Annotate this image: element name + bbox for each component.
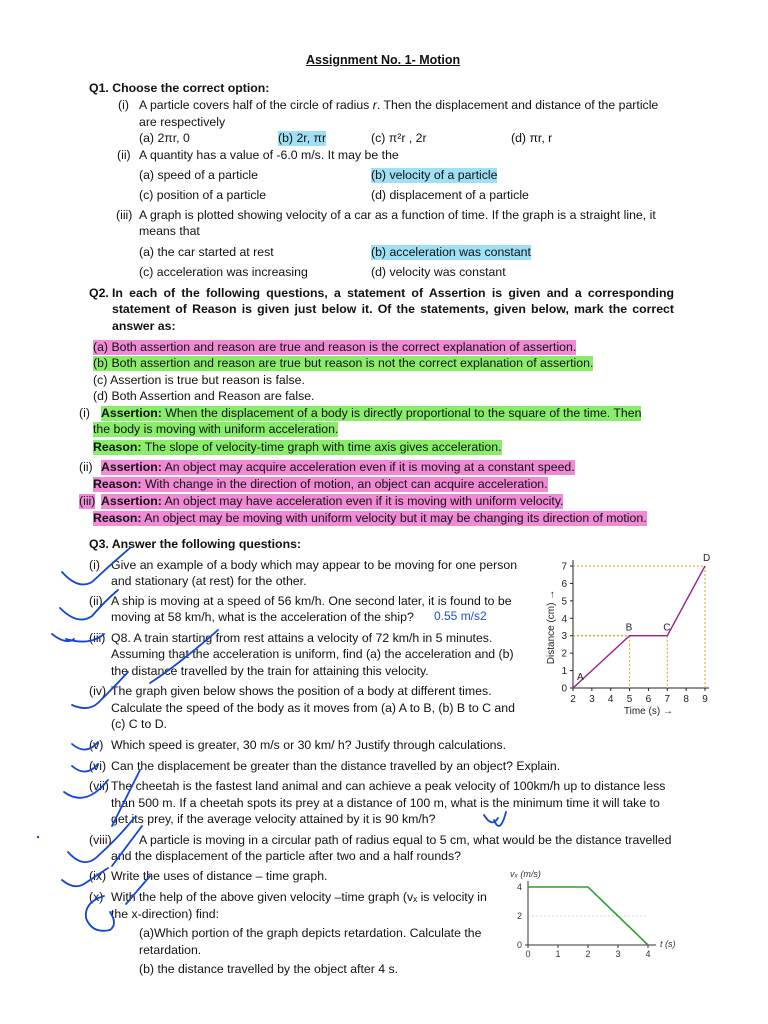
q3-iii-text-2: Assuming that the acceleration is uniform, find (a) the acceleration and (b) (111, 647, 514, 661)
q1-iii-option-d: (d) velocity was constant (371, 265, 506, 279)
x-tick-label: 4 (645, 949, 651, 959)
x-tick-label: 3 (615, 949, 621, 959)
q3-vii-text-2: than 500 m. If a cheetah spots its prey at a distance of 100 m, what is the minimum time it will take to (111, 796, 660, 810)
q1-i-num: (i) (118, 98, 129, 112)
q3-i-text-2: and stationary (at rest) for the other. (111, 574, 307, 588)
q1-iii-option-b: (b) acceleration was constant (371, 245, 531, 259)
y-tick-label: 0 (561, 683, 567, 695)
x-tick-label: 1 (555, 949, 561, 959)
x-tick-label: 7 (664, 694, 671, 705)
q3-iv-text-2: Calculate the speed of the body as it moves from (a) A to B, (b) B to C and (111, 701, 515, 715)
q3-x-text: With the help of the above given velocity –time graph (vₓ is velocity in (111, 890, 487, 904)
q3-i-num: (i) (89, 558, 100, 572)
q3-iii-text: Q8. A train starting from rest attains a velocity of 72 km/h in 5 minutes. (111, 631, 493, 645)
q1-iii-text-2: means that (139, 224, 200, 238)
y-tick-label: 5 (561, 596, 567, 608)
q3-v-num: (v) (89, 738, 104, 752)
q3-iv-text-3: (c) C to D. (111, 717, 168, 731)
y-tick-label: 2 (516, 911, 522, 921)
x-tick-label: 6 (645, 694, 652, 705)
q2-iii-assertion: Assertion: An object may have acceleration even if it is moving with uniform velocity. (101, 494, 564, 508)
q3-iii-num: (iii) (89, 631, 106, 645)
q2-text: In each of the following questions, a statement of Assertion is given and a corresponding (112, 286, 674, 300)
q3-iv-text: The graph given below shows the position of a body at different times. (111, 684, 492, 698)
q2-key-a: (a) Both assertion and reason are true and reason is the correct explanation of assertion. (93, 340, 577, 354)
q3-i-text: Give an example of a body which may appear to be moving for one person (111, 558, 518, 572)
x-tick-label: 9 (702, 694, 708, 705)
q1-ii-option-c: (c) position of a particle (139, 188, 267, 202)
q1-iii-num: (iii) (116, 208, 133, 222)
y-tick-label: 7 (561, 561, 567, 573)
q1-i-option-b: (b) 2r, πr (278, 131, 327, 145)
q1-ii-num: (ii) (117, 148, 131, 162)
y-axis-label: vₓ (m/s) (510, 869, 541, 879)
y-tick-label: 4 (561, 613, 567, 625)
q3-vii-text: The cheetah is the fastest land animal and can achieve a peak velocity of 100km/h up to distance less (111, 779, 666, 793)
q2-key-c: (c) Assertion is true but reason is false. (93, 373, 305, 387)
q1-ii-text: A quantity has a value of -6.0 m/s. It may be the (139, 148, 399, 162)
page-title: Assignment No. 1- Motion (306, 53, 461, 67)
q3-heading: Q3. Answer the following questions: (89, 537, 302, 551)
x-axis-label: Time (s) → (623, 706, 673, 717)
q2-i-assertion-2: the body is moving with uniform acceleration. (93, 422, 339, 436)
q2-i-assertion: Assertion: When the displacement of a body is directly proportional to the square of the time. Then (101, 406, 642, 420)
q1-i-option-c: (c) π²r , 2r (371, 131, 427, 145)
q1-i-text-2: are respectively (139, 115, 226, 129)
q3-iii-text-3: the distance travelled by the train for attaining this velocity. (111, 664, 429, 678)
q3-vi-num: (vi) (89, 759, 107, 773)
q1-iii-option-a: (a) the car started at rest (139, 245, 274, 259)
q2-text-2: statement of Reason is given just below it. Of the statements, given below, mark the correct (112, 302, 674, 316)
y-tick-label: 6 (561, 578, 567, 590)
q3-ii-text: A ship is moving at a speed of 56 km/h. One second later, it is found to be (111, 594, 512, 608)
q2-iii-num: (iii) (79, 494, 96, 508)
x-tick-label: 3 (589, 694, 595, 705)
q2-text-3: answer as: (112, 319, 176, 333)
q3-x-part-a-2: retardation. (139, 943, 202, 957)
q1-ii-option-d: (d) displacement of a particle (371, 188, 529, 202)
q3-v-text: Which speed is greater, 30 m/s or 30 km/ h? Justify through calculations. (111, 738, 507, 752)
q3-iv-num: (iv) (89, 684, 107, 698)
q1-i-option-d: (d) πr, r (511, 131, 553, 145)
q3-x-num: (x) (89, 890, 104, 904)
q2-key-d: (d) Both Assertion and Reason are false. (93, 389, 315, 403)
y-tick-label: 1 (561, 666, 567, 678)
q1-i-option-a: (a) 2πr, 0 (139, 131, 190, 145)
q3-x-part-b: (b) the distance travelled by the object after 4 s. (139, 962, 399, 976)
q3-viii-num: (viii) (89, 833, 112, 847)
q3-viii-text: A particle is moving in a circular path of radius equal to 5 cm, what would be the distance travelled (139, 833, 672, 847)
q2-key-b: (b) Both assertion and reason are true but reason is not the correct explanation of assertion. (93, 356, 594, 370)
q3-ii-num: (ii) (89, 594, 103, 608)
q3-x-text-2: the x-direction) find: (111, 907, 219, 921)
x-tick-label: 4 (607, 694, 614, 705)
q3-ix-num: (ix) (89, 869, 107, 883)
q3-vi-text: Can the displacement be greater than the distance travelled by an object? Explain. (111, 759, 561, 773)
velocity-time-graph (500, 866, 680, 966)
q2-ii-reason: Reason: With change in the direction of motion, an object can acquire acceleration. (93, 477, 548, 491)
q1-heading: Q1. Choose the correct option: (89, 81, 270, 95)
q3-viii-text-2: and the displacement of the particle after two and a half rounds? (111, 849, 461, 863)
point-label: C (663, 622, 671, 634)
y-tick-label: 2 (561, 648, 567, 660)
x-axis-label: t (s) (660, 939, 676, 949)
q1-ii-option-b: (b) velocity of a particle (371, 168, 498, 182)
distance-series-line (573, 566, 705, 688)
mark-near-q3-vii (484, 812, 506, 826)
y-axis-label: Distance (cm) → (546, 589, 557, 665)
q2-ii-num: (ii) (79, 460, 93, 474)
point-label: B (625, 622, 633, 634)
point-label: A (577, 672, 584, 683)
y-tick-label: 4 (516, 882, 522, 892)
q2-i-num: (i) (79, 406, 90, 420)
q2-num: Q2. (89, 286, 109, 300)
q3-vii-num: (vii) (89, 779, 109, 793)
point-label: D (703, 553, 711, 564)
q1-i-text: A particle covers half of the circle of radius r. Then the displacement and distance of the particle (139, 98, 659, 112)
q3-ii-text-2: moving at 58 km/h, what is the acceleration of the ship? (111, 610, 414, 624)
q1-iii-text: A graph is plotted showing velocity of a car as a function of time. If the graph is a straight line, it (139, 208, 656, 222)
q3-ix-text: Write the uses of distance – time graph. (111, 869, 328, 883)
q1-iii-option-c: (c) acceleration was increasing (139, 265, 308, 279)
x-tick-label: 5 (626, 694, 633, 705)
q3-ii-handwritten-answer: 0.55 m/s2 (434, 609, 487, 623)
distance-time-graph (540, 552, 720, 722)
q3-vii-text-3: get its prey, if the average velocity attained by it is 90 km/h? (111, 812, 436, 826)
q2-iii-reason: Reason: An object may be moving with uniform velocity but it may be changing its direction of motion. (93, 511, 647, 525)
x-tick-label: 2 (585, 949, 591, 959)
ink-dot (37, 836, 39, 838)
q1-ii-option-a: (a) speed of a particle (139, 168, 258, 182)
x-tick-label: 8 (683, 694, 689, 705)
q3-x-part-a: (a)Which portion of the graph depicts retardation. Calculate the (139, 926, 482, 940)
x-tick-label: 2 (570, 694, 576, 705)
y-tick-label: 0 (516, 940, 522, 950)
q2-i-reason: Reason: The slope of velocity-time graph with time axis gives acceleration. (93, 440, 502, 454)
y-tick-label: 3 (561, 631, 567, 643)
x-tick-label: 0 (525, 949, 531, 959)
q2-ii-assertion: Assertion: An object may acquire acceleration even if it is moving at a constant speed. (101, 460, 575, 474)
